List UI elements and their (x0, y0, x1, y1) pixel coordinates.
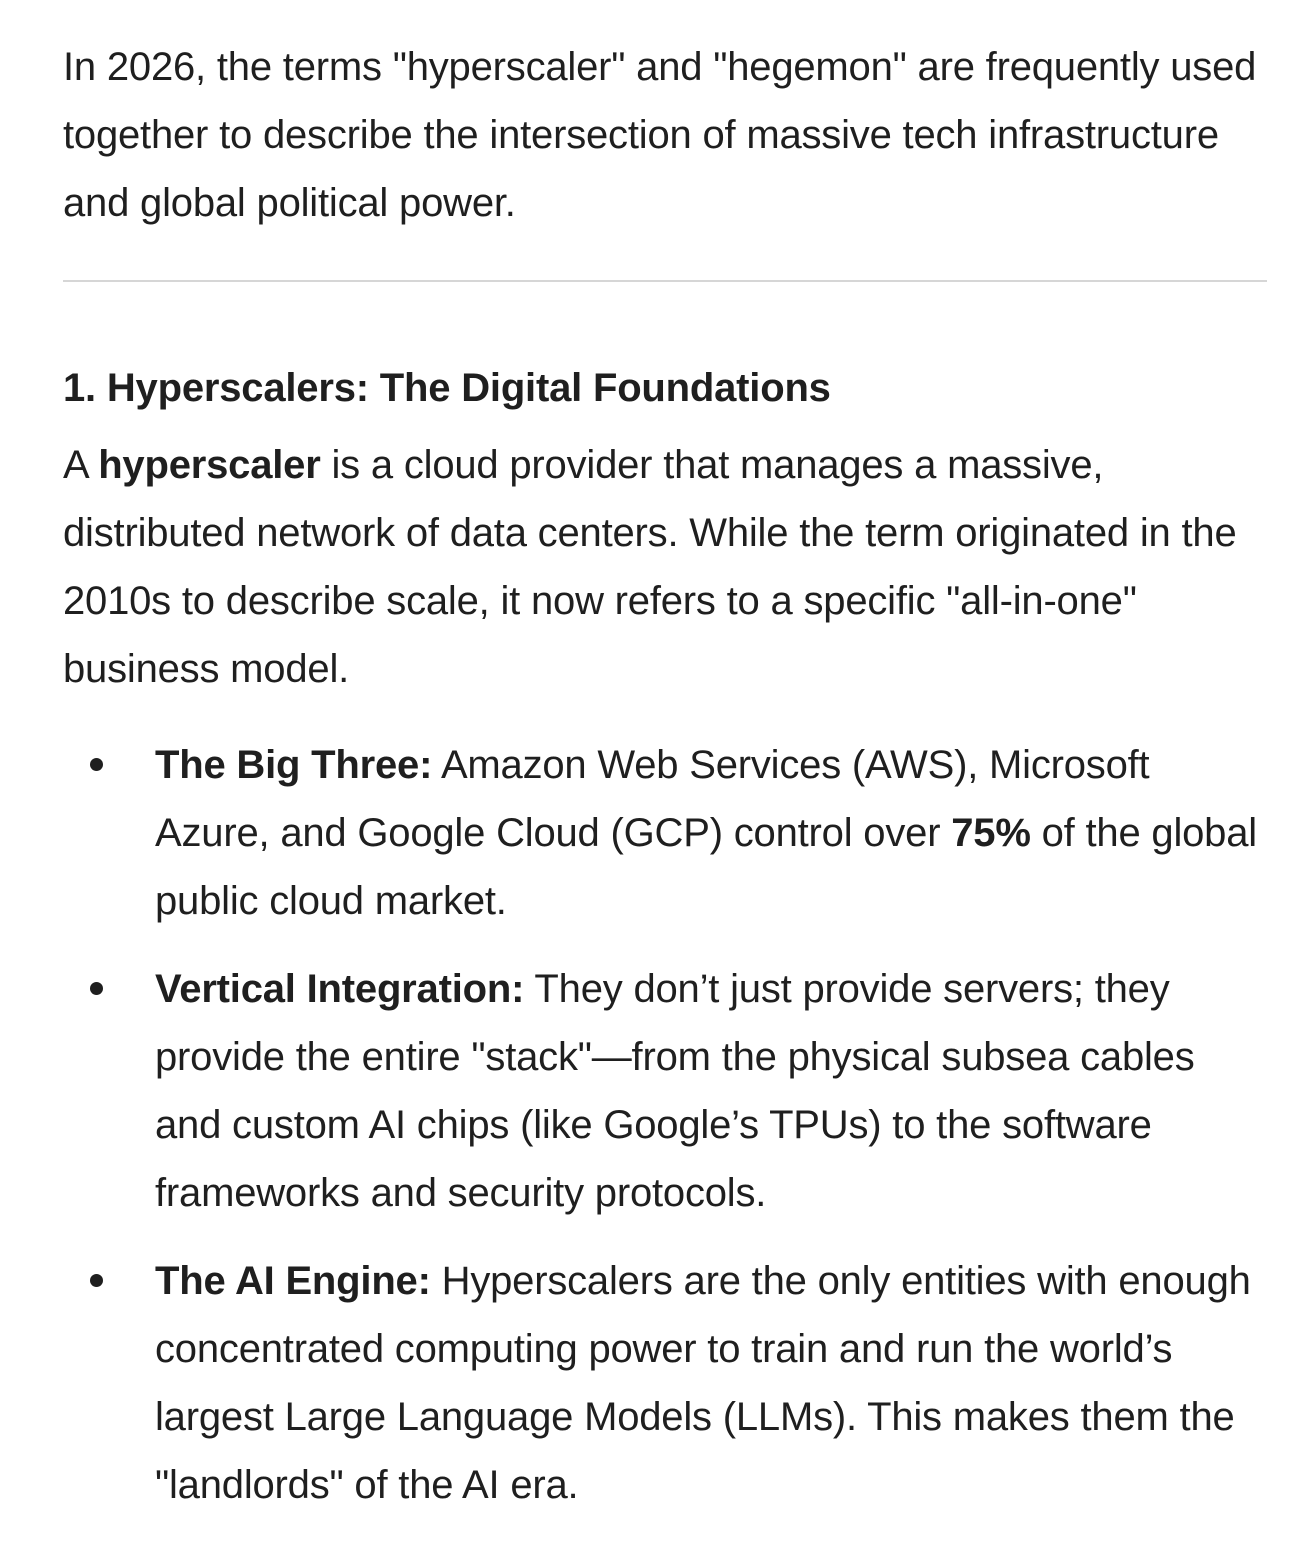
para-prefix: A (63, 443, 99, 487)
list-item (63, 955, 1267, 1227)
term-hyperscaler: hyperscaler (98, 443, 321, 487)
section-heading: 1. Hyperscalers: The Digital Foundations (63, 366, 831, 410)
list-item (63, 731, 1267, 935)
bullet-bold-value: 75% (951, 811, 1031, 855)
bullet-label: The Big Three: (155, 743, 433, 787)
bullet-label: Vertical Integration: (155, 967, 525, 1011)
bullet-dot-icon (90, 758, 103, 771)
bullet-dot-icon (90, 1274, 103, 1287)
bullet-text: Hyperscalers are the only entities with enough concentrated computing power to train and run the world’s largest Large Language Models (LLMs). This makes them the "landlords" of the AI era. (155, 1259, 1251, 1507)
section-paragraph (63, 431, 1267, 703)
bullet-list (63, 731, 1267, 1519)
bullet-dot-icon (90, 982, 103, 995)
bullet-text: They don’t just provide servers; they provide the entire "stack"—from the physical subsea cables and custom AI chips (like Google’s TPUs) to the software frameworks and security protocols. (155, 967, 1195, 1215)
bullet-text: of the global public cloud market. (155, 811, 1257, 923)
bullet-text: Amazon Web Services (AWS), Microsoft Azure, and Google Cloud (GCP) control over (155, 743, 1150, 855)
section-divider (63, 280, 1267, 282)
intro-paragraph: In 2026, the terms "hyperscaler" and "hegemon" are frequently used together to describe the intersection of massive tech infrastructure and global political power. (63, 45, 1257, 225)
bullet-label: The AI Engine: (155, 1259, 431, 1303)
list-item (63, 1247, 1267, 1519)
para-rest: is a cloud provider that manages a massive, distributed network of data centers. While the term originated in the 2010s to describe scale, it now refers to a specific "all-in-one" business model. (63, 443, 1237, 691)
